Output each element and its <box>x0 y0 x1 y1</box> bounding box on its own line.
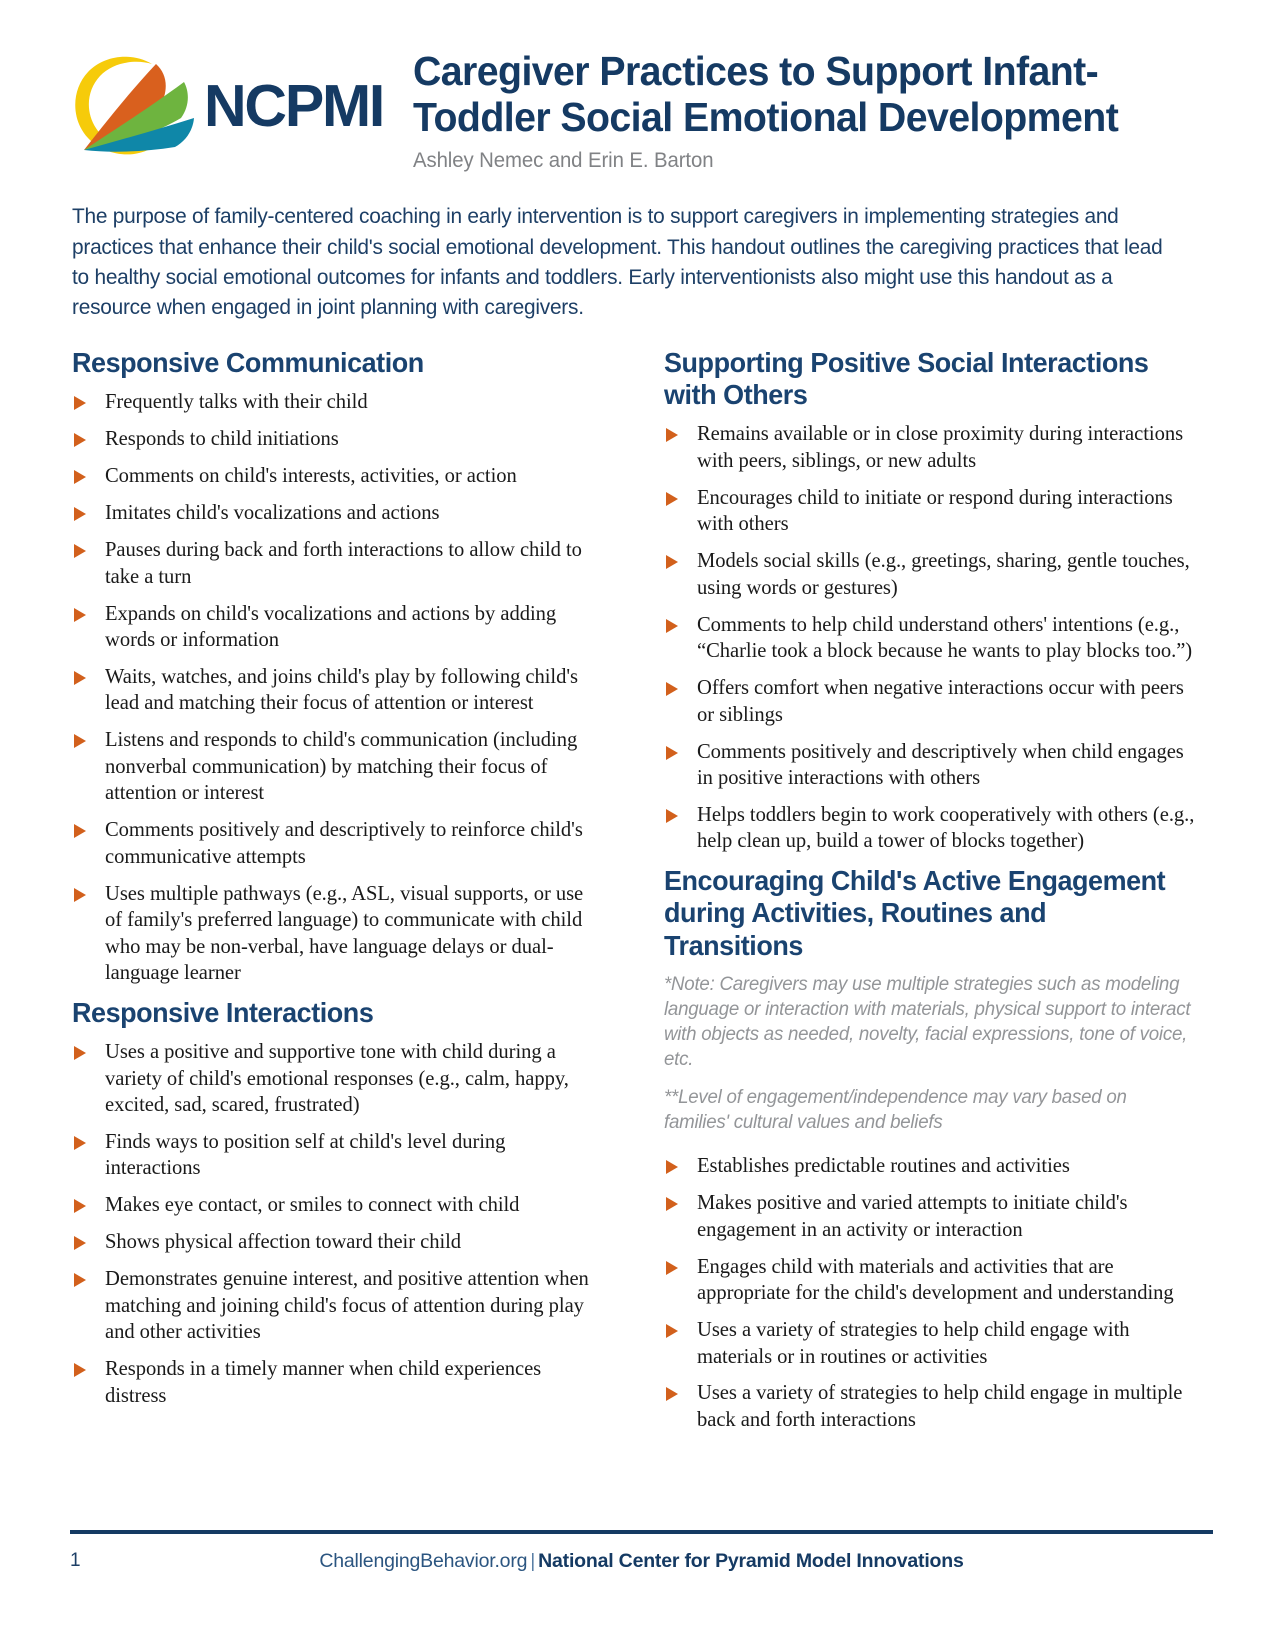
list-item-text: Offers comfort when negative interactions occur with peers or siblings <box>697 677 1184 726</box>
list-item <box>664 675 1199 728</box>
list-item <box>72 426 602 452</box>
list-item-text: Uses a positive and supportive tone with child during a variety of child's emotional responses (e.g., calm, happy, excited, sad, scared, frustrated) <box>105 1041 569 1116</box>
list-item <box>664 1153 1199 1179</box>
page-footer <box>70 1530 1213 1572</box>
list-item-text: Comments on child's interests, activities, or action <box>105 465 517 488</box>
triangle-bullet-icon <box>74 1199 86 1213</box>
list-item <box>72 664 602 717</box>
intro-paragraph: The purpose of family-centered coaching in early intervention is to support caregivers in implementing strategies and practices that enhance their child's social emotional development. This handout outlines the caregiving practices that lead to healthy social emotional outcomes for infants and toddlers. Early interventionists also might use this handout as a resource when engaged in joint planning with caregivers. <box>72 205 1163 319</box>
section-heading-line-2: during Activities, Routines and Transitions <box>664 897 1047 961</box>
page-title <box>413 48 1191 140</box>
list-item <box>664 1317 1199 1370</box>
triangle-bullet-icon <box>74 1136 86 1150</box>
list-item <box>664 612 1199 665</box>
list-item <box>72 1229 602 1255</box>
section-heading-line-2: with Others <box>664 379 808 411</box>
triangle-bullet-icon <box>666 555 678 569</box>
list-item <box>72 1192 602 1218</box>
list-item <box>72 1039 602 1118</box>
triangle-bullet-icon <box>666 619 678 633</box>
list-item-text: Responds in a timely manner when child experiences distress <box>105 1358 542 1407</box>
section-heading-responsive-interactions: Responsive Interactions <box>72 996 374 1028</box>
footer-organization: National Center for Pyramid Model Innovations <box>538 1550 964 1572</box>
list-item-text: Establishes predictable routines and activities <box>697 1155 1070 1178</box>
section-heading-line-1: Encouraging Child's Active Engagement <box>664 865 1166 897</box>
list-item-text: Uses a variety of strategies to help child engage with materials or in routines or activities <box>697 1319 1130 1368</box>
list-encouraging-active-engagement <box>664 1153 1199 1433</box>
right-column <box>664 347 1199 1444</box>
triangle-bullet-icon <box>666 492 678 506</box>
page-title-line-2: Toddler Social Emotional Development <box>413 94 1119 141</box>
list-item-text: Helps toddlers begin to work cooperatively with others (e.g., help clean up, build a tower of blocks together) <box>697 803 1195 853</box>
list-item-text: Imitates child's vocalizations and actions <box>105 502 440 525</box>
triangle-bullet-icon <box>74 1363 86 1377</box>
list-item-text: Expands on child's vocalizations and actions by adding words or information <box>105 602 557 651</box>
ncpmi-logo <box>70 42 383 162</box>
list-item <box>72 537 602 590</box>
section-heading-responsive-communication: Responsive Communication <box>72 347 424 379</box>
note-cultural-values: **Level of engagement/independence may vary based on families' cultural values and beliefs <box>664 1087 1127 1134</box>
list-item <box>72 1266 602 1345</box>
note-strategies: *Note: Caregivers may use multiple strategies such as modeling language or interaction with materials, physical support to interact with objects as needed, novelty, facial expressions, tone of voice, etc. <box>664 973 1191 1071</box>
list-item-text: Comments to help child understand others' intentions (e.g., “Charlie took a block because he wants to play blocks too.”) <box>697 613 1193 663</box>
authors-line: Ashley Nemec and Erin E. Barton <box>413 149 714 173</box>
triangle-bullet-icon <box>74 433 86 447</box>
list-item <box>664 1254 1199 1307</box>
list-item-text: Shows physical affection toward their child <box>105 1231 462 1254</box>
list-item <box>664 548 1199 601</box>
section-heading-encouraging-active-engagement <box>664 865 1188 962</box>
triangle-bullet-icon <box>74 608 86 622</box>
list-supporting-positive-social-interactions <box>664 421 1199 854</box>
list-item <box>72 389 602 415</box>
list-item-text: Listens and responds to child's communication (including nonverbal communication) by matching their focus of attention or interest <box>105 729 578 805</box>
list-item-text: Finds ways to position self at child's level during interactions <box>105 1130 506 1180</box>
triangle-bullet-icon <box>74 1273 86 1287</box>
list-item <box>72 463 602 489</box>
list-item-text: Makes eye contact, or smiles to connect with child <box>105 1194 520 1217</box>
footer-website-link[interactable]: ChallengingBehavior.org <box>319 1550 528 1572</box>
list-item <box>72 881 602 987</box>
triangle-bullet-icon <box>74 824 86 838</box>
section-heading-line-1: Supporting Positive Social Interactions <box>664 347 1149 379</box>
footer-separator: | <box>530 1550 536 1572</box>
list-item <box>72 1356 602 1409</box>
triangle-bullet-icon <box>74 1236 86 1250</box>
ncpmi-wordmark: NCPMI <box>204 72 384 139</box>
page-header <box>0 0 1275 173</box>
triangle-bullet-icon <box>666 809 678 823</box>
ncpmi-swoosh-icon <box>70 50 198 162</box>
triangle-bullet-icon <box>74 470 86 484</box>
triangle-bullet-icon <box>74 888 86 902</box>
list-item <box>664 485 1199 538</box>
triangle-bullet-icon <box>74 734 86 748</box>
footer-content <box>70 1550 1213 1572</box>
list-item-text: Makes positive and varied attempts to initiate child's engagement in an activity or interaction <box>697 1192 1128 1241</box>
triangle-bullet-icon <box>666 1197 678 1211</box>
list-item-text: Frequently talks with their child <box>105 391 368 414</box>
triangle-bullet-icon <box>74 396 86 410</box>
triangle-bullet-icon <box>666 682 678 696</box>
list-item <box>72 817 602 870</box>
list-item-text: Remains available or in close proximity during interactions with peers, siblings, or new adults <box>697 423 1184 472</box>
list-item <box>664 1190 1199 1243</box>
list-responsive-communication <box>72 389 602 986</box>
triangle-bullet-icon <box>666 1324 678 1338</box>
list-item-text: Demonstrates genuine interest, and positive attention when matching and joining child's focus of attention during play and other activities <box>105 1268 589 1344</box>
footer-attribution <box>70 1550 1213 1573</box>
triangle-bullet-icon <box>666 1387 678 1401</box>
footer-divider <box>70 1530 1213 1534</box>
list-item <box>72 727 602 806</box>
triangle-bullet-icon <box>666 428 678 442</box>
list-item-text: Responds to child initiations <box>105 428 339 451</box>
triangle-bullet-icon <box>666 1160 678 1174</box>
triangle-bullet-icon <box>666 1261 678 1275</box>
list-item-text: Encourages child to initiate or respond during interactions with others <box>697 486 1173 536</box>
content-columns <box>0 347 1275 1444</box>
title-block <box>383 42 1215 173</box>
list-item <box>664 1380 1199 1433</box>
list-item <box>72 500 602 526</box>
triangle-bullet-icon <box>74 1046 86 1060</box>
list-item-text: Comments positively and descriptively to reinforce child's communicative attempts <box>105 819 583 868</box>
list-item <box>664 421 1199 474</box>
engagement-notes <box>664 972 1199 1135</box>
triangle-bullet-icon <box>74 507 86 521</box>
section-heading-supporting-positive-social-interactions <box>664 347 1188 411</box>
triangle-bullet-icon <box>74 544 86 558</box>
list-item <box>664 802 1199 855</box>
list-item-text: Waits, watches, and joins child's play by following child's lead and matching their focus of attention or interest <box>105 665 578 715</box>
list-item-text: Models social skills (e.g., greetings, sharing, gentle touches, using words or gestures) <box>697 550 1190 599</box>
list-item-text: Pauses during back and forth interactions to allow child to take a turn <box>105 539 582 588</box>
left-column <box>72 347 602 1419</box>
list-item <box>664 739 1199 792</box>
list-responsive-interactions <box>72 1039 602 1409</box>
list-item <box>72 1129 602 1182</box>
list-item <box>72 601 602 654</box>
list-item-text: Comments positively and descriptively when child engages in positive interactions with others <box>697 740 1184 789</box>
triangle-bullet-icon <box>74 671 86 685</box>
list-item-text: Uses multiple pathways (e.g., ASL, visual supports, or use of family's preferred language) to communicate with child who may be non-verbal, have language delays or dual-language learner <box>105 882 584 984</box>
page-number: 1 <box>70 1550 81 1571</box>
page-title-line-1: Caregiver Practices to Support Infant- <box>413 48 1099 94</box>
triangle-bullet-icon <box>666 746 678 760</box>
list-item-text: Engages child with materials and activities that are appropriate for the child's development and understanding <box>697 1255 1174 1305</box>
list-item-text: Uses a variety of strategies to help child engage in multiple back and forth interactions <box>697 1382 1183 1431</box>
